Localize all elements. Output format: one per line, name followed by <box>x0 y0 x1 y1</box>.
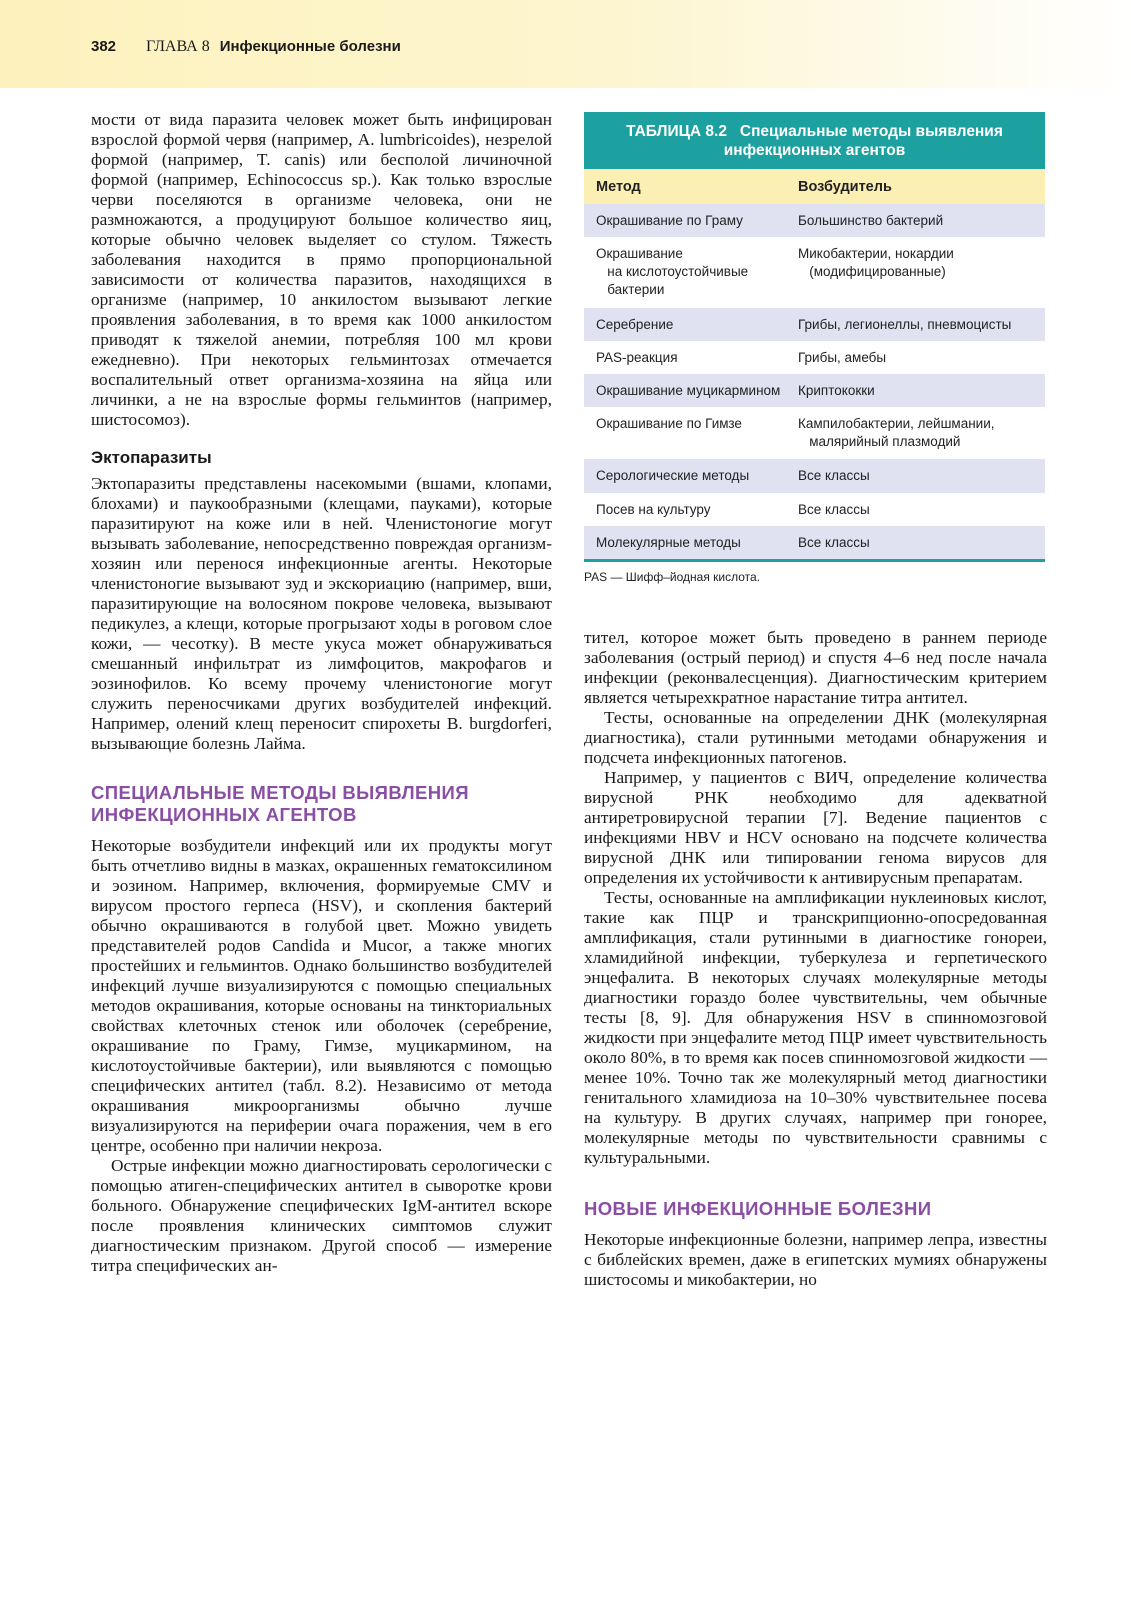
table-footnote: PAS — Шифф–йодная кислота. <box>584 570 761 584</box>
paragraph: Тесты, основанные на амплификации нуклеиновых кислот, такие как ПЦР и транскрипционно-опосредованная амплификация, стали рутинными в диагностике гонореи, хламидийной инфекции, туберкулеза и герпетического энцефалита. В некоторых случаях молекулярные методы диагностики гораздо более чувствительны, чем обычные тесты [8, 9]. Для обнаружения HSV в спинномозговой жидкости при энцефалите метод ПЦР имеет чувствительность около 80%, в то время как посев спинномозговой жидкости — менее 10%. Точно так же молекулярный метод диагностики генитального хламидиоза на 10–30% чувствительнее посева на культуру. В других случаях, например при гонорее, молекулярные методы по чувствительности сравнимы с культуральными. <box>584 888 1047 1167</box>
left-column <box>91 110 552 1276</box>
cell-method: Посев на культуру <box>596 502 711 517</box>
table-title <box>584 112 1045 169</box>
cell-agent: Грибы, амебы <box>798 350 887 365</box>
column-header-method: Метод <box>596 178 641 195</box>
table-row <box>584 374 1045 407</box>
table-row <box>584 237 1045 308</box>
cell-agent: Микобактерии, нокардии (модифицированные) <box>798 246 954 279</box>
paragraph: тител, которое может быть проведено в раннем периоде заболевания (острый период) и спустя 4–6 нед после начала инфекции (реконвалесценция). Диагностическим критерием является четырехкратное нарастание титра антител. <box>584 628 1047 707</box>
cell-method: Окрашивание по Гимзе <box>596 416 742 431</box>
paragraph: Некоторые инфекционные болезни, например лепра, известны с библейских времен, даже в египетских мумиях обнаружены шистосомы и микобактерии, но <box>584 1230 1047 1289</box>
running-head <box>91 38 401 56</box>
table-bottom-rule <box>584 559 1045 562</box>
section-heading-new-diseases: НОВЫЕ ИНФЕКЦИОННЫЕ БОЛЕЗНИ <box>584 1198 932 1219</box>
cell-method: Окрашивание муцикармином <box>596 383 781 398</box>
cell-method: Серебрение <box>596 317 674 332</box>
paragraph: Эктопаразиты представлены насекомыми (вшами, клопами, блохами) и паукообразными (клещами, пауками), которые паразитируют на коже или в ней. Членистоногие могут вызывать заболевание, непосредственно повреждая организм-хозяин или перенося инфекционные агенты. Некоторые членистоногие вызывают зуд и экскориацию (например, вши, паразитирующие на волосяном покрове человека, вызывают педикулез, а клещи, которые прогрызают ходы в роговом слое кожи, — чесотку). В месте укуса может обнаруживаться смешанный инфильтрат из лимфоцитов, макрофагов и эозинофилов. Ко всему прочему членистоногие могут служить переносчиками других возбудителей инфекций. Например, олений клещ переносит спирохеты B. burgdorferi, вызывающие болезнь Лайма. <box>91 474 552 753</box>
paragraph: Тесты, основанные на определении ДНК (молекулярная диагностика), стали рутинными методами обнаружения и подсчета инфекционных патогенов. <box>584 708 1047 767</box>
table-8-2 <box>584 112 1045 584</box>
table-row <box>584 526 1045 559</box>
cell-agent: Кампилобактерии, лейшмании, малярийный плазмодий <box>798 416 995 449</box>
cell-agent: Все классы <box>798 468 870 483</box>
table-header-row <box>584 169 1045 204</box>
paragraph: Острые инфекции можно диагностировать серологически с помощью атиген-специфических антител в сыворотке крови больного. Обнаружение специфических IgM-антител вскоре после проявления клинических симптомов служит диагностическим признаком. Другой способ — измерение титра специфических ан- <box>91 1156 552 1275</box>
table-title-line: инфекционных агентов <box>723 142 906 159</box>
page-number: 382 <box>91 38 117 55</box>
cell-agent: Все классы <box>798 502 870 517</box>
table-row <box>584 204 1045 237</box>
table-row <box>584 493 1045 526</box>
section-heading-methods: СПЕЦИАЛЬНЫЕ МЕТОДЫ ВЫЯВЛЕНИЯ ИНФЕКЦИОННЫХ АГЕНТОВ <box>91 782 469 825</box>
cell-agent: Грибы, легионеллы, пневмоцисты <box>798 317 1012 332</box>
table-row <box>584 459 1045 493</box>
chapter-title: Инфекционные болезни <box>219 38 401 55</box>
subheading-ectoparasites: Эктопаразиты <box>91 448 212 467</box>
cell-agent: Все классы <box>798 535 870 550</box>
table-row <box>584 407 1045 459</box>
page-header <box>0 0 1131 88</box>
table-title-line: ТАБЛИЦА 8.2 Специальные методы выявления <box>626 123 1003 140</box>
chapter-label: ГЛАВА 8 <box>146 38 210 55</box>
table-body <box>584 204 1045 559</box>
paragraph: Например, у пациентов с ВИЧ, определение количества вирусной РНК необходимо для адекватной антиретровирусной терапии [7]. Ведение пациентов с инфекциями HBV и HCV основано на подсчете количества вирусной ДНК или типировании генома вирусов для определения их устойчивости к антивирусным препаратам. <box>584 768 1047 887</box>
cell-method: PAS-реакция <box>596 350 678 365</box>
paragraph: мости от вида паразита человек может быть инфицирован взрослой формой червя (например, A. lumbricoides), незрелой формой (например, T. canis) или бесполой личиночной формой (например, Echinococcus sp.). Как только взрослые черви поселяются в организме человека, они не размножаются, а продуцируют большое количество яиц, которые обычно человек выделяет со стулом. Тяжесть заболевания находится в прямо пропорциональной зависимости от количества паразитов, находящихся в организме (например, 10 анкилостом вызывают легкие проявления заболевания, в то время как 1000 анкилостом приводят к тяжелой анемии, потребляя 100 мл крови ежедневно). При некоторых гельминтозах отмечается воспалительный ответ организма-хозяина на яйца или личинки, а не на взрослые формы гельминтов (например, шистосомоз). <box>91 110 552 429</box>
cell-method: Серологические методы <box>596 468 750 483</box>
right-column <box>584 628 1047 1290</box>
cell-agent: Криптококки <box>798 383 875 398</box>
cell-method: Окрашивание на кислотоустойчивые бактерии <box>596 246 749 297</box>
paragraph: Некоторые возбудители инфекций или их продукты могут быть отчетливо видны в мазках, окрашенных гематоксилином и эозином. Например, включения, формируемые CMV и вирусом простого герпеса (HSV), и скопления бактерий обычно окрашиваются в голубой цвет. Можно увидеть представителей родов Candida и Mucor, а также многих простейших и гельминтов. Однако большинство возбудителей инфекций лучше визуализируются с помощью специальных методов окрашивания, которые основаны на тинкториальных свойствах клеточных стенок или оболочек (серебрение, окрашивание по Граму, Гимзе, муцикармином, на кислотоустойчивые бактерии), или выявляются с помощью специфических антител (табл. 8.2). Независимо от метода окрашивания микроорганизмы обычно лучше визуализируются на периферии очага поражения, чем в его центре, особенно при наличии некроза. <box>91 836 552 1155</box>
column-header-agent: Возбудитель <box>798 178 892 195</box>
cell-agent: Большинство бактерий <box>798 213 944 228</box>
table-row <box>584 308 1045 341</box>
table-row <box>584 341 1045 374</box>
cell-method: Окрашивание по Граму <box>596 213 743 228</box>
cell-method: Молекулярные методы <box>596 535 741 550</box>
